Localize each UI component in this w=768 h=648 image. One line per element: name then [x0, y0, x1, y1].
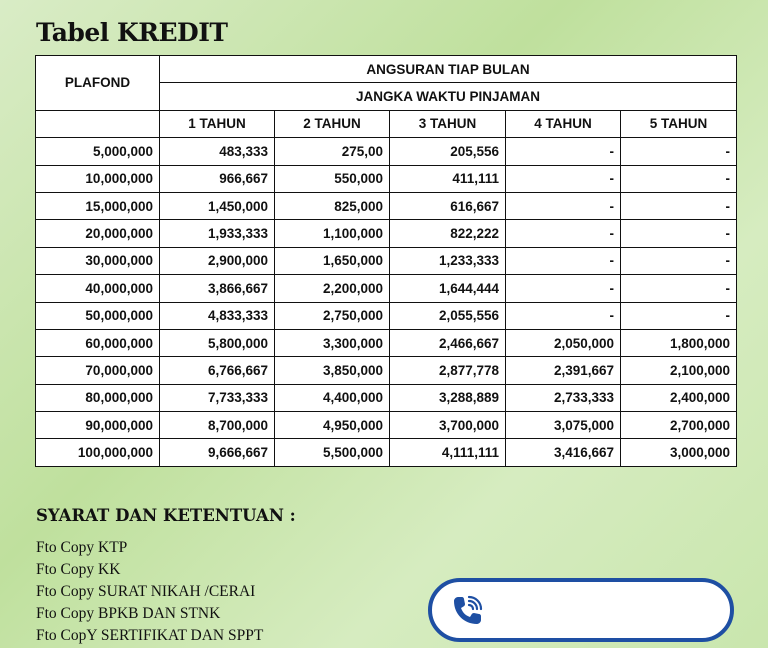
angsuran-header: ANGSURAN TIAP BULAN	[160, 56, 737, 83]
plafond-cell: 5,000,000	[36, 138, 160, 165]
plafond-cell: 80,000,000	[36, 384, 160, 411]
angsuran-cell: 3,866,667	[160, 275, 275, 302]
angsuran-cell: 2,200,000	[275, 275, 390, 302]
requirement-item: Fto Copy SURAT NIKAH /CERAI	[36, 583, 256, 600]
angsuran-cell: -	[621, 302, 737, 329]
angsuran-cell: 1,650,000	[275, 247, 390, 274]
angsuran-cell: 8,700,000	[160, 412, 275, 439]
angsuran-cell: -	[621, 275, 737, 302]
angsuran-cell: 4,833,333	[160, 302, 275, 329]
syarat-title: SYARAT DAN KETENTUAN :	[36, 506, 296, 525]
angsuran-cell: 5,800,000	[160, 329, 275, 356]
angsuran-cell: 2,400,000	[621, 384, 737, 411]
plafond-cell: 90,000,000	[36, 412, 160, 439]
angsuran-cell: 275,00	[275, 138, 390, 165]
table-row	[36, 247, 737, 274]
empty-header-cell	[36, 110, 160, 137]
table-row	[36, 302, 737, 329]
angsuran-cell: 1,100,000	[275, 220, 390, 247]
requirements-list	[36, 537, 263, 647]
year-header: 5 TAHUN	[621, 110, 737, 137]
year-header: 2 TAHUN	[275, 110, 390, 137]
angsuran-cell: 4,111,111	[390, 439, 506, 466]
angsuran-cell: 9,666,667	[160, 439, 275, 466]
requirement-item: Fto Copy KTP	[36, 539, 128, 556]
angsuran-cell: 5,500,000	[275, 439, 390, 466]
table-row	[36, 384, 737, 411]
angsuran-cell: 822,222	[390, 220, 506, 247]
angsuran-cell: 1,644,444	[390, 275, 506, 302]
year-header: 3 TAHUN	[390, 110, 506, 137]
plafond-cell: 20,000,000	[36, 220, 160, 247]
angsuran-cell: 825,000	[275, 192, 390, 219]
table-row	[36, 439, 737, 466]
angsuran-cell: -	[506, 247, 621, 274]
plafond-cell: 70,000,000	[36, 357, 160, 384]
angsuran-cell: 483,333	[160, 138, 275, 165]
requirement-item: Fto Copy KK	[36, 561, 121, 578]
angsuran-cell: -	[621, 192, 737, 219]
requirement-item: Fto Copy BPKB DAN STNK	[36, 605, 221, 622]
angsuran-cell: 3,288,889	[390, 384, 506, 411]
angsuran-cell: 2,466,667	[390, 329, 506, 356]
year-header: 4 TAHUN	[506, 110, 621, 137]
plafond-cell: 30,000,000	[36, 247, 160, 274]
angsuran-cell: 205,556	[390, 138, 506, 165]
table-row	[36, 220, 737, 247]
angsuran-cell: -	[621, 138, 737, 165]
angsuran-cell: 2,050,000	[506, 329, 621, 356]
plafond-cell: 100,000,000	[36, 439, 160, 466]
angsuran-cell: 2,877,778	[390, 357, 506, 384]
jangka-waktu-header: JANGKA WAKTU PINJAMAN	[160, 83, 737, 110]
angsuran-cell: -	[506, 220, 621, 247]
table-row	[36, 138, 737, 165]
angsuran-cell: 550,000	[275, 165, 390, 192]
angsuran-cell: 2,391,667	[506, 357, 621, 384]
angsuran-cell: -	[506, 302, 621, 329]
angsuran-cell: 3,416,667	[506, 439, 621, 466]
angsuran-cell: 2,700,000	[621, 412, 737, 439]
angsuran-cell: 411,111	[390, 165, 506, 192]
table-row	[36, 412, 737, 439]
angsuran-cell: 2,055,556	[390, 302, 506, 329]
angsuran-cell: 2,900,000	[160, 247, 275, 274]
angsuran-cell: 3,075,000	[506, 412, 621, 439]
angsuran-cell: -	[506, 192, 621, 219]
page-title: Tabel KREDIT	[36, 18, 228, 47]
plafond-cell: 50,000,000	[36, 302, 160, 329]
year-header: 1 TAHUN	[160, 110, 275, 137]
angsuran-cell: 3,000,000	[621, 439, 737, 466]
angsuran-cell: 966,667	[160, 165, 275, 192]
plafond-cell: 40,000,000	[36, 275, 160, 302]
table-row	[36, 329, 737, 356]
table-row	[36, 165, 737, 192]
angsuran-cell: -	[506, 275, 621, 302]
angsuran-cell: 6,766,667	[160, 357, 275, 384]
angsuran-cell: 2,733,333	[506, 384, 621, 411]
angsuran-cell: -	[621, 247, 737, 274]
angsuran-cell: 1,450,000	[160, 192, 275, 219]
angsuran-cell: -	[621, 220, 737, 247]
table-row	[36, 275, 737, 302]
angsuran-cell: 7,733,333	[160, 384, 275, 411]
plafond-cell: 10,000,000	[36, 165, 160, 192]
angsuran-cell: 3,700,000	[390, 412, 506, 439]
angsuran-cell: 1,933,333	[160, 220, 275, 247]
angsuran-cell: 616,667	[390, 192, 506, 219]
angsuran-cell: 1,233,333	[390, 247, 506, 274]
angsuran-cell: 1,800,000	[621, 329, 737, 356]
angsuran-cell: 4,950,000	[275, 412, 390, 439]
angsuran-cell: 2,100,000	[621, 357, 737, 384]
angsuran-cell: 3,300,000	[275, 329, 390, 356]
phone-icon	[450, 594, 484, 628]
table-row	[36, 192, 737, 219]
angsuran-cell: 2,750,000	[275, 302, 390, 329]
angsuran-cell: 4,400,000	[275, 384, 390, 411]
angsuran-cell: -	[506, 165, 621, 192]
angsuran-cell: -	[506, 138, 621, 165]
angsuran-cell: -	[621, 165, 737, 192]
plafond-header: PLAFOND	[36, 56, 160, 111]
angsuran-cell: 3,850,000	[275, 357, 390, 384]
plafond-cell: 60,000,000	[36, 329, 160, 356]
requirement-item: Fto CopY SERTIFIKAT DAN SPPT	[36, 627, 264, 644]
plafond-cell: 15,000,000	[36, 192, 160, 219]
table-row	[36, 357, 737, 384]
contact-box[interactable]	[428, 578, 734, 642]
credit-table	[35, 55, 737, 467]
